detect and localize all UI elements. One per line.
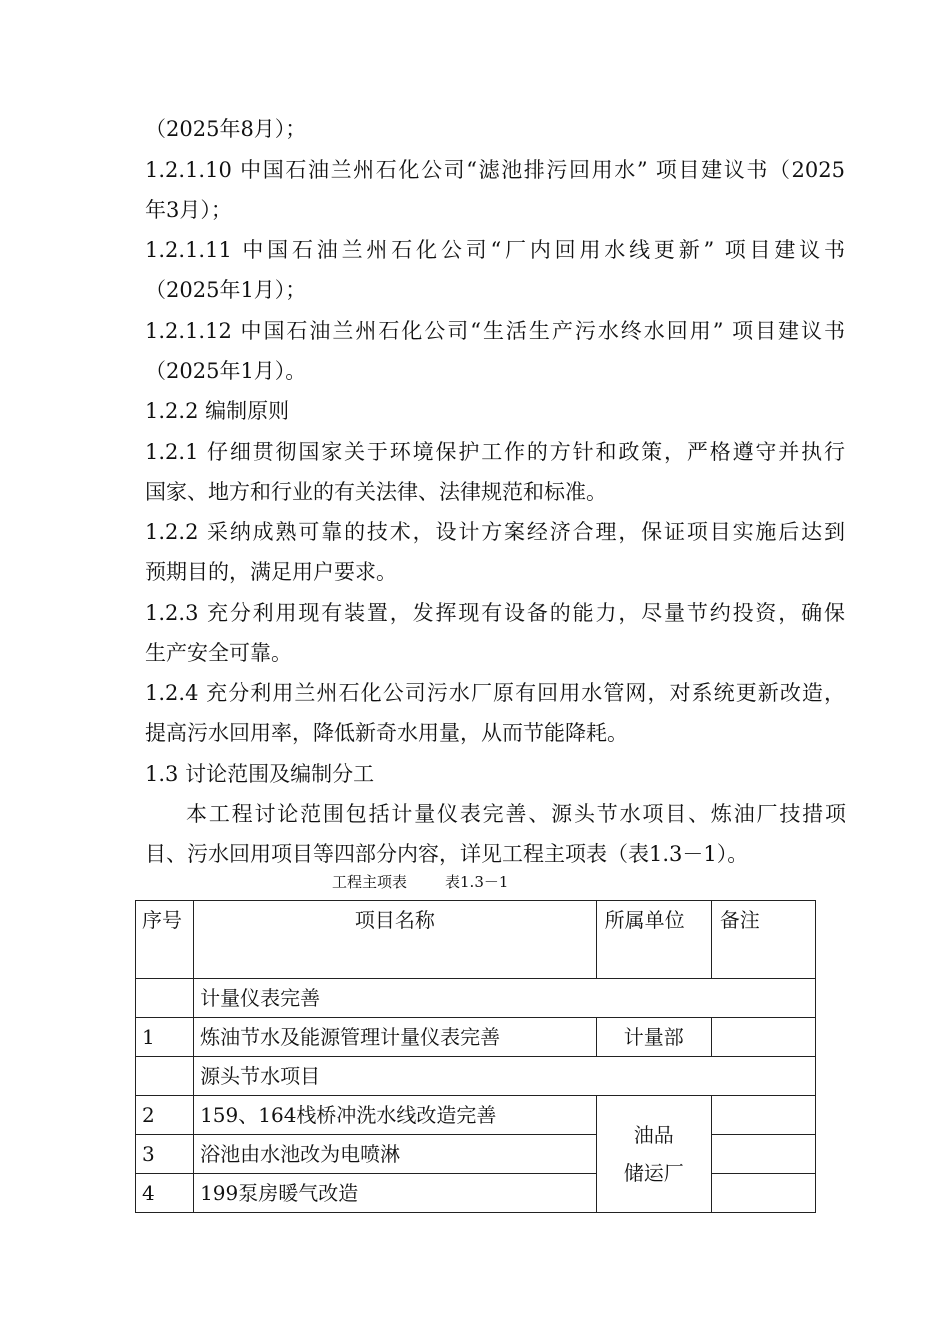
row-note: [711, 1174, 815, 1213]
header-name: 项目名称: [194, 901, 597, 979]
row-index: 2: [136, 1096, 194, 1135]
table-row: [136, 1174, 816, 1213]
table-caption: [332, 872, 508, 892]
project-table: [135, 900, 816, 1213]
text-line: 1.2.1 仔细贯彻国家关于环境保护工作的方针和政策，严格遵守并执行: [145, 440, 845, 464]
text-line: 生产安全可靠。: [145, 641, 292, 665]
table-caption-number: 表1.3－1: [445, 873, 509, 891]
text-line: 年3月）；: [145, 198, 232, 222]
text-line: 1.2.1.12 中国石油兰州石化公司“生活生产污水终水回用” 项目建议书: [145, 319, 845, 343]
section-index-cell: [136, 979, 194, 1018]
text-line: 1.2.4 充分利用兰州石化公司污水厂原有回用水管网，对系统更新改造，: [145, 681, 845, 705]
table-section-row: [136, 1057, 816, 1096]
row-index: 4: [136, 1174, 194, 1213]
row-name: 浴池由水池改为电喷淋: [194, 1135, 597, 1174]
text-line: 1.2.2 采纳成熟可靠的技术，设计方案经济合理，保证项目实施后达到: [145, 520, 845, 544]
table-caption-title: 工程主项表: [332, 873, 408, 891]
row-name: 159、164栈桥冲洗水线改造完善: [194, 1096, 597, 1135]
text-line: 目、污水回用项目等四部分内容，详见工程主项表（表1.3－1）。: [145, 842, 749, 866]
section-index-cell: [136, 1057, 194, 1096]
row-unit: 计量部: [596, 1018, 711, 1057]
text-line: 1.2.1.10 中国石油兰州石化公司“滤池排污回用水” 项目建议书（2025: [145, 158, 845, 182]
row-name: 炼油节水及能源管理计量仪表完善: [194, 1018, 597, 1057]
header-note: 备注: [711, 901, 815, 979]
table-row: [136, 1135, 816, 1174]
section-heading: 1.3 讨论范围及编制分工: [145, 762, 375, 786]
row-note: [711, 1096, 815, 1135]
row-unit-merged: [596, 1096, 711, 1213]
text-line: 1.2.1.11 中国石油兰州石化公司“厂内回用水线更新” 项目建议书: [145, 238, 845, 262]
text-line: 提高污水回用率，降低新奇水用量，从而节能降耗。: [145, 721, 628, 745]
text-line: 本工程讨论范围包括计量仪表完善、源头节水项目、炼油厂技措项: [186, 802, 846, 826]
text-line: （2025年1月）。: [145, 359, 307, 383]
unit-line: 油品: [633, 1123, 674, 1147]
header-unit: 所属单位: [596, 901, 711, 979]
section-heading: 1.2.2 编制原则: [145, 399, 290, 423]
row-note: [711, 1018, 815, 1057]
section-title: 源头节水项目: [194, 1057, 816, 1096]
text-line: 1.2.3 充分利用现有装置，发挥现有设备的能力，尽量节约投资，确保: [145, 601, 845, 625]
row-index: 1: [136, 1018, 194, 1057]
text-line: （2025年1月）；: [145, 278, 307, 302]
table-section-row: [136, 979, 816, 1018]
table-row: [136, 1096, 816, 1135]
table-header-row: [136, 901, 816, 979]
text-line: （2025年8月）；: [145, 117, 307, 141]
header-index: 序号: [136, 901, 194, 979]
unit-line: 储运厂: [623, 1161, 684, 1185]
row-index: 3: [136, 1135, 194, 1174]
text-line: 国家、地方和行业的有关法律、法律规范和标准。: [145, 480, 607, 504]
table-row: [136, 1018, 816, 1057]
text-line: 预期目的，满足用户要求。: [145, 560, 397, 584]
section-title: 计量仪表完善: [194, 979, 816, 1018]
row-note: [711, 1135, 815, 1174]
row-name: 199泵房暖气改造: [194, 1174, 597, 1213]
